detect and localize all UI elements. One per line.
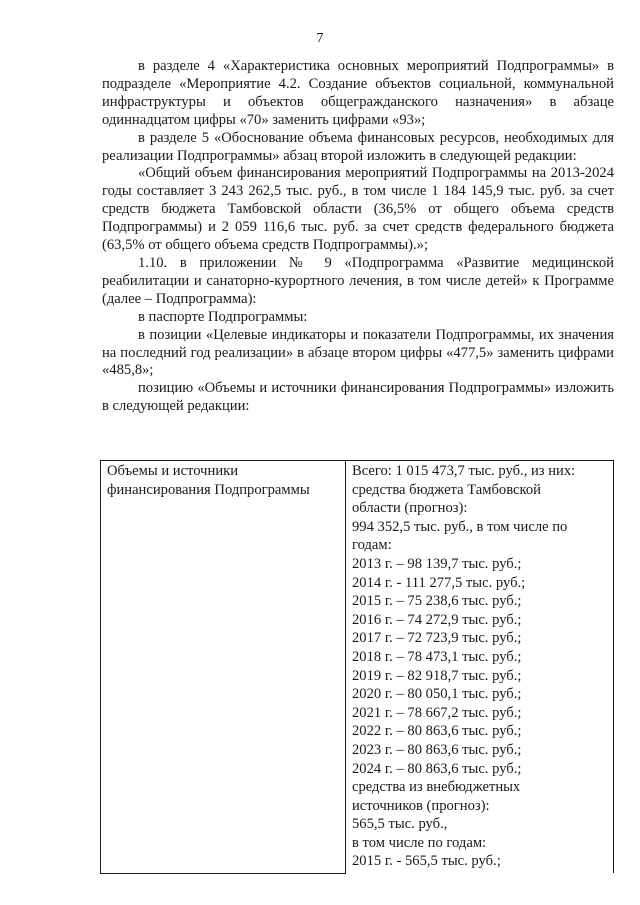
funding-by-years-line: годам: bbox=[352, 537, 392, 554]
paragraph-passport: в паспорте Подпрограммы: bbox=[138, 308, 308, 325]
page-number: 7 bbox=[316, 31, 324, 46]
funding-label: Объемы и источники финансирования Подпрограммы bbox=[107, 463, 310, 498]
funding-year-2019: 2019 г. – 82 918,7 тыс. руб.; bbox=[352, 667, 522, 684]
funding-extrabudget-line: средства из внебюджетных bbox=[352, 779, 521, 796]
funding-year-2023: 2023 г. – 80 863,6 тыс. руб.; bbox=[352, 741, 522, 758]
funding-year-2020: 2020 г. – 80 050,1 тыс. руб.; bbox=[352, 686, 522, 703]
funding-regional-forecast-line: области (прогноз): bbox=[352, 500, 468, 517]
funding-regional-line: средства бюджета Тамбовской bbox=[352, 481, 541, 498]
funding-extrabudget-year-2015: 2015 г. - 565,5 тыс. руб.; bbox=[352, 853, 501, 870]
funding-extrabudget-by-years-line: в том числе по годам: bbox=[352, 834, 487, 851]
funding-year-2024: 2024 г. – 80 863,6 тыс. руб.; bbox=[352, 760, 522, 777]
funding-year-2016: 2016 г. – 74 272,9 тыс. руб.; bbox=[352, 611, 522, 628]
funding-year-2013: 2013 г. – 98 139,7 тыс. руб.; bbox=[352, 555, 522, 572]
funding-year-2018: 2018 г. – 78 473,1 тыс. руб.; bbox=[352, 648, 522, 665]
funding-label-cell bbox=[101, 461, 346, 874]
paragraph-item-1-10: 1.10. в приложении № 9 «Подпрограмма «Развитие медицинской реабилитации и санаторно-курортного лечения, в том числе детей» к Программе (далее – Подпрограмма): bbox=[102, 254, 614, 307]
funding-regional-amount-line: 994 352,5 тыс. руб., в том числе по bbox=[352, 518, 568, 535]
funding-total-line: Всего: 1 015 473,7 тыс. руб., из них: bbox=[352, 463, 576, 479]
table-row bbox=[101, 461, 614, 874]
paragraph-funding-position: позицию «Объемы и источники финансирования Подпрограммы» изложить в следующей редакции: bbox=[102, 380, 614, 415]
paragraph-target-indicators: в позиции «Целевые индикаторы и показатели Подпрограммы, их значения на последний год реализации» в абзаце втором цифры «477,5» заменить цифрами «485,8»; bbox=[102, 326, 614, 379]
funding-year-2022: 2022 г. – 80 863,6 тыс. руб.; bbox=[352, 723, 522, 740]
funding-year-2014: 2014 г. - 111 277,5 тыс. руб.; bbox=[352, 574, 526, 591]
funding-value-cell bbox=[346, 461, 614, 874]
paragraph-section-4: в разделе 4 «Характеристика основных мероприятий Подпрограммы» в подразделе «Мероприятие 4.2. Создание объектов социальной, коммунальной инфраструктуры и объектов общегражданского назначения» в абзаце одиннадцатом цифры «70» заменить цифрами «93»; bbox=[102, 58, 614, 128]
paragraph-quote-total-funding: «Общий объем финансирования мероприятий Подпрограммы на 2013-2024 годы составляет 3 243 262,5 тыс. руб., в том числе 1 184 145,9 тыс. руб. за счет средств бюджета Тамбовской области (36,5% от общего объема средств Подпрограммы) и 2 059 116,6 тыс. руб. за счет средств федерального бюджета (63,5% от общего объема средств Подпрограммы).»; bbox=[102, 165, 614, 254]
funding-year-2015: 2015 г. – 75 238,6 тыс. руб.; bbox=[352, 593, 522, 610]
funding-table bbox=[100, 460, 614, 874]
funding-extrabudget-forecast-line: источников (прогноз): bbox=[352, 797, 490, 814]
funding-extrabudget-amount-line: 565,5 тыс. руб., bbox=[352, 816, 448, 833]
funding-year-2021: 2021 г. – 78 667,2 тыс. руб.; bbox=[352, 704, 522, 721]
funding-year-2017: 2017 г. – 72 723,9 тыс. руб.; bbox=[352, 630, 522, 647]
paragraph-section-5: в разделе 5 «Обоснование объема финансовых ресурсов, необходимых для реализации Подпрограммы» абзац второй изложить в следующей редакции: bbox=[102, 129, 614, 164]
document-body bbox=[102, 58, 614, 416]
